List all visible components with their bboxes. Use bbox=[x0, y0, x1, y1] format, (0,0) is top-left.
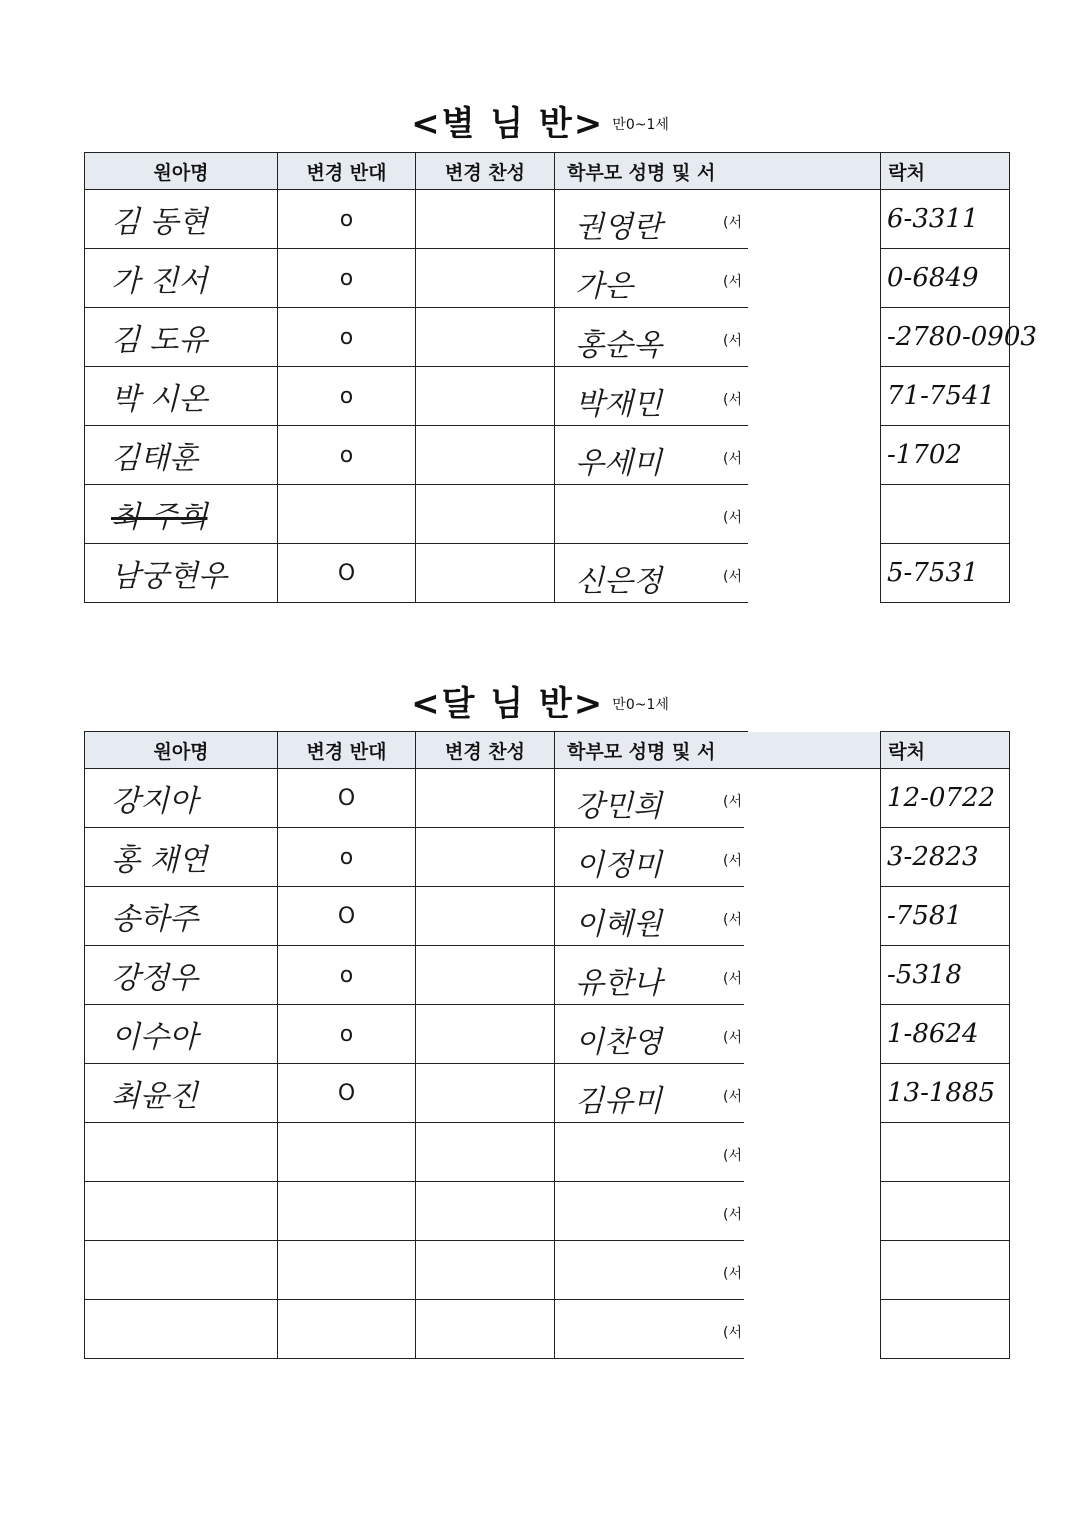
oppose-mark: o bbox=[278, 1005, 416, 1064]
child-name bbox=[85, 1123, 278, 1182]
signature-label: (서 bbox=[723, 451, 742, 467]
col-header-oppose: 변경 반대 bbox=[278, 732, 416, 769]
child-name: 송하주 bbox=[85, 887, 278, 946]
signature-label: (서 bbox=[723, 569, 742, 585]
phone-number: 12-0722 bbox=[881, 769, 1010, 828]
oppose-mark: o bbox=[278, 367, 416, 426]
section-title-byeol bbox=[0, 96, 1080, 145]
child-name-struck: 최 주희 bbox=[85, 485, 278, 544]
signature-label: (서 bbox=[723, 1089, 742, 1105]
parent-name: 이찬영 bbox=[575, 1025, 662, 1060]
signature-label: (서 bbox=[723, 1030, 742, 1046]
oppose-mark: O bbox=[278, 887, 416, 946]
phone-number bbox=[881, 1182, 1010, 1241]
col-header-child-name: 원아명 bbox=[85, 153, 278, 190]
agree-mark bbox=[416, 1005, 555, 1064]
oppose-mark: o bbox=[278, 946, 416, 1005]
child-name: 이수아 bbox=[85, 1005, 278, 1064]
child-name: 강정우 bbox=[85, 946, 278, 1005]
parent-name: 박재민 bbox=[575, 387, 662, 422]
phone-number: 71-7541 bbox=[881, 367, 1010, 426]
phone-number: 3-2823 bbox=[881, 828, 1010, 887]
parent-name: 유한나 bbox=[575, 966, 662, 1001]
phone-number: 0-6849 bbox=[881, 249, 1010, 308]
parent-name: 홍순옥 bbox=[575, 328, 662, 363]
signature-label: (서 bbox=[723, 215, 742, 231]
phone-number bbox=[881, 1300, 1010, 1359]
agree-mark bbox=[416, 1182, 555, 1241]
agree-mark bbox=[416, 426, 555, 485]
agree-mark bbox=[416, 485, 555, 544]
phone-number bbox=[881, 485, 1010, 544]
section-title-dal bbox=[0, 676, 1080, 725]
signature-label: (서 bbox=[723, 510, 742, 526]
signature-label: (서 bbox=[723, 333, 742, 349]
phone-number: 13-1885 bbox=[881, 1064, 1010, 1123]
col-header-agree: 변경 찬성 bbox=[416, 732, 555, 769]
phone-number: 5-7531 bbox=[881, 544, 1010, 603]
col-header-child-name: 원아명 bbox=[85, 732, 278, 769]
signature-label: (서 bbox=[723, 1325, 742, 1341]
agree-mark bbox=[416, 367, 555, 426]
child-name bbox=[85, 1182, 278, 1241]
child-name: 남궁현우 bbox=[85, 544, 278, 603]
oppose-mark: o bbox=[278, 249, 416, 308]
phone-number: 1-8624 bbox=[881, 1005, 1010, 1064]
agree-mark bbox=[416, 544, 555, 603]
agree-mark bbox=[416, 1064, 555, 1123]
agree-mark bbox=[416, 769, 555, 828]
phone-number: 6-3311 bbox=[881, 190, 1010, 249]
title-text: <별 님 반> bbox=[411, 104, 605, 144]
age-subtitle: 만0~1세 bbox=[612, 697, 669, 713]
agree-mark bbox=[416, 1123, 555, 1182]
agree-mark bbox=[416, 887, 555, 946]
scan-gap bbox=[744, 769, 880, 1376]
agree-mark bbox=[416, 1241, 555, 1300]
table-header-row bbox=[85, 732, 1010, 769]
child-name: 김 도유 bbox=[85, 308, 278, 367]
col-header-phone: 락처 bbox=[881, 153, 1010, 190]
age-subtitle: 만0~1세 bbox=[612, 117, 669, 133]
signature-label: (서 bbox=[723, 853, 742, 869]
col-header-agree: 변경 찬성 bbox=[416, 153, 555, 190]
oppose-mark: o bbox=[278, 190, 416, 249]
signature-label: (서 bbox=[723, 1207, 742, 1223]
parent-name: 권영란 bbox=[575, 210, 662, 245]
signature-label: (서 bbox=[723, 971, 742, 987]
oppose-mark bbox=[278, 1182, 416, 1241]
agree-mark bbox=[416, 190, 555, 249]
col-header-oppose: 변경 반대 bbox=[278, 153, 416, 190]
signature-label: (서 bbox=[723, 912, 742, 928]
oppose-mark bbox=[278, 485, 416, 544]
parent-name: 강민희 bbox=[575, 789, 662, 824]
parent-name: 이혜원 bbox=[575, 907, 662, 942]
phone-number bbox=[881, 1123, 1010, 1182]
col-header-parent: 학부모 성명 및 서 bbox=[555, 732, 881, 769]
phone-number: -5318 bbox=[881, 946, 1010, 1005]
title-text: <달 님 반> bbox=[411, 684, 605, 724]
child-name bbox=[85, 1241, 278, 1300]
child-name bbox=[85, 1300, 278, 1359]
oppose-mark: o bbox=[278, 426, 416, 485]
agree-mark bbox=[416, 946, 555, 1005]
phone-number: -2780-0903 bbox=[881, 308, 1010, 367]
col-header-phone: 락처 bbox=[881, 732, 1010, 769]
scan-gap bbox=[748, 190, 880, 614]
oppose-mark: o bbox=[278, 308, 416, 367]
agree-mark bbox=[416, 308, 555, 367]
signature-label: (서 bbox=[723, 1148, 742, 1164]
parent-name: 우세미 bbox=[575, 446, 662, 481]
parent-name: 신은정 bbox=[575, 564, 662, 599]
parent-name: 가은 bbox=[575, 269, 633, 304]
child-name: 김 동현 bbox=[85, 190, 278, 249]
parent-name: 이정미 bbox=[575, 848, 662, 883]
child-name: 가 진서 bbox=[85, 249, 278, 308]
signature-label: (서 bbox=[723, 274, 742, 290]
oppose-mark: O bbox=[278, 544, 416, 603]
phone-number: -1702 bbox=[881, 426, 1010, 485]
phone-number: -7581 bbox=[881, 887, 1010, 946]
child-name: 김태훈 bbox=[85, 426, 278, 485]
agree-mark bbox=[416, 828, 555, 887]
oppose-mark bbox=[278, 1123, 416, 1182]
scan-gap bbox=[748, 612, 880, 732]
parent-name: 김유미 bbox=[575, 1084, 662, 1119]
agree-mark bbox=[416, 1300, 555, 1359]
col-header-parent: 학부모 성명 및 서 bbox=[555, 153, 881, 190]
table-header-row bbox=[85, 153, 1010, 190]
oppose-mark: o bbox=[278, 828, 416, 887]
phone-number bbox=[881, 1241, 1010, 1300]
agree-mark bbox=[416, 249, 555, 308]
signature-label: (서 bbox=[723, 1266, 742, 1282]
child-name: 박 시온 bbox=[85, 367, 278, 426]
oppose-mark bbox=[278, 1300, 416, 1359]
oppose-mark: O bbox=[278, 1064, 416, 1123]
oppose-mark bbox=[278, 1241, 416, 1300]
signature-label: (서 bbox=[723, 794, 742, 810]
child-name: 최윤진 bbox=[85, 1064, 278, 1123]
signature-label: (서 bbox=[723, 392, 742, 408]
child-name: 홍 채연 bbox=[85, 828, 278, 887]
oppose-mark: O bbox=[278, 769, 416, 828]
child-name: 강지아 bbox=[85, 769, 278, 828]
